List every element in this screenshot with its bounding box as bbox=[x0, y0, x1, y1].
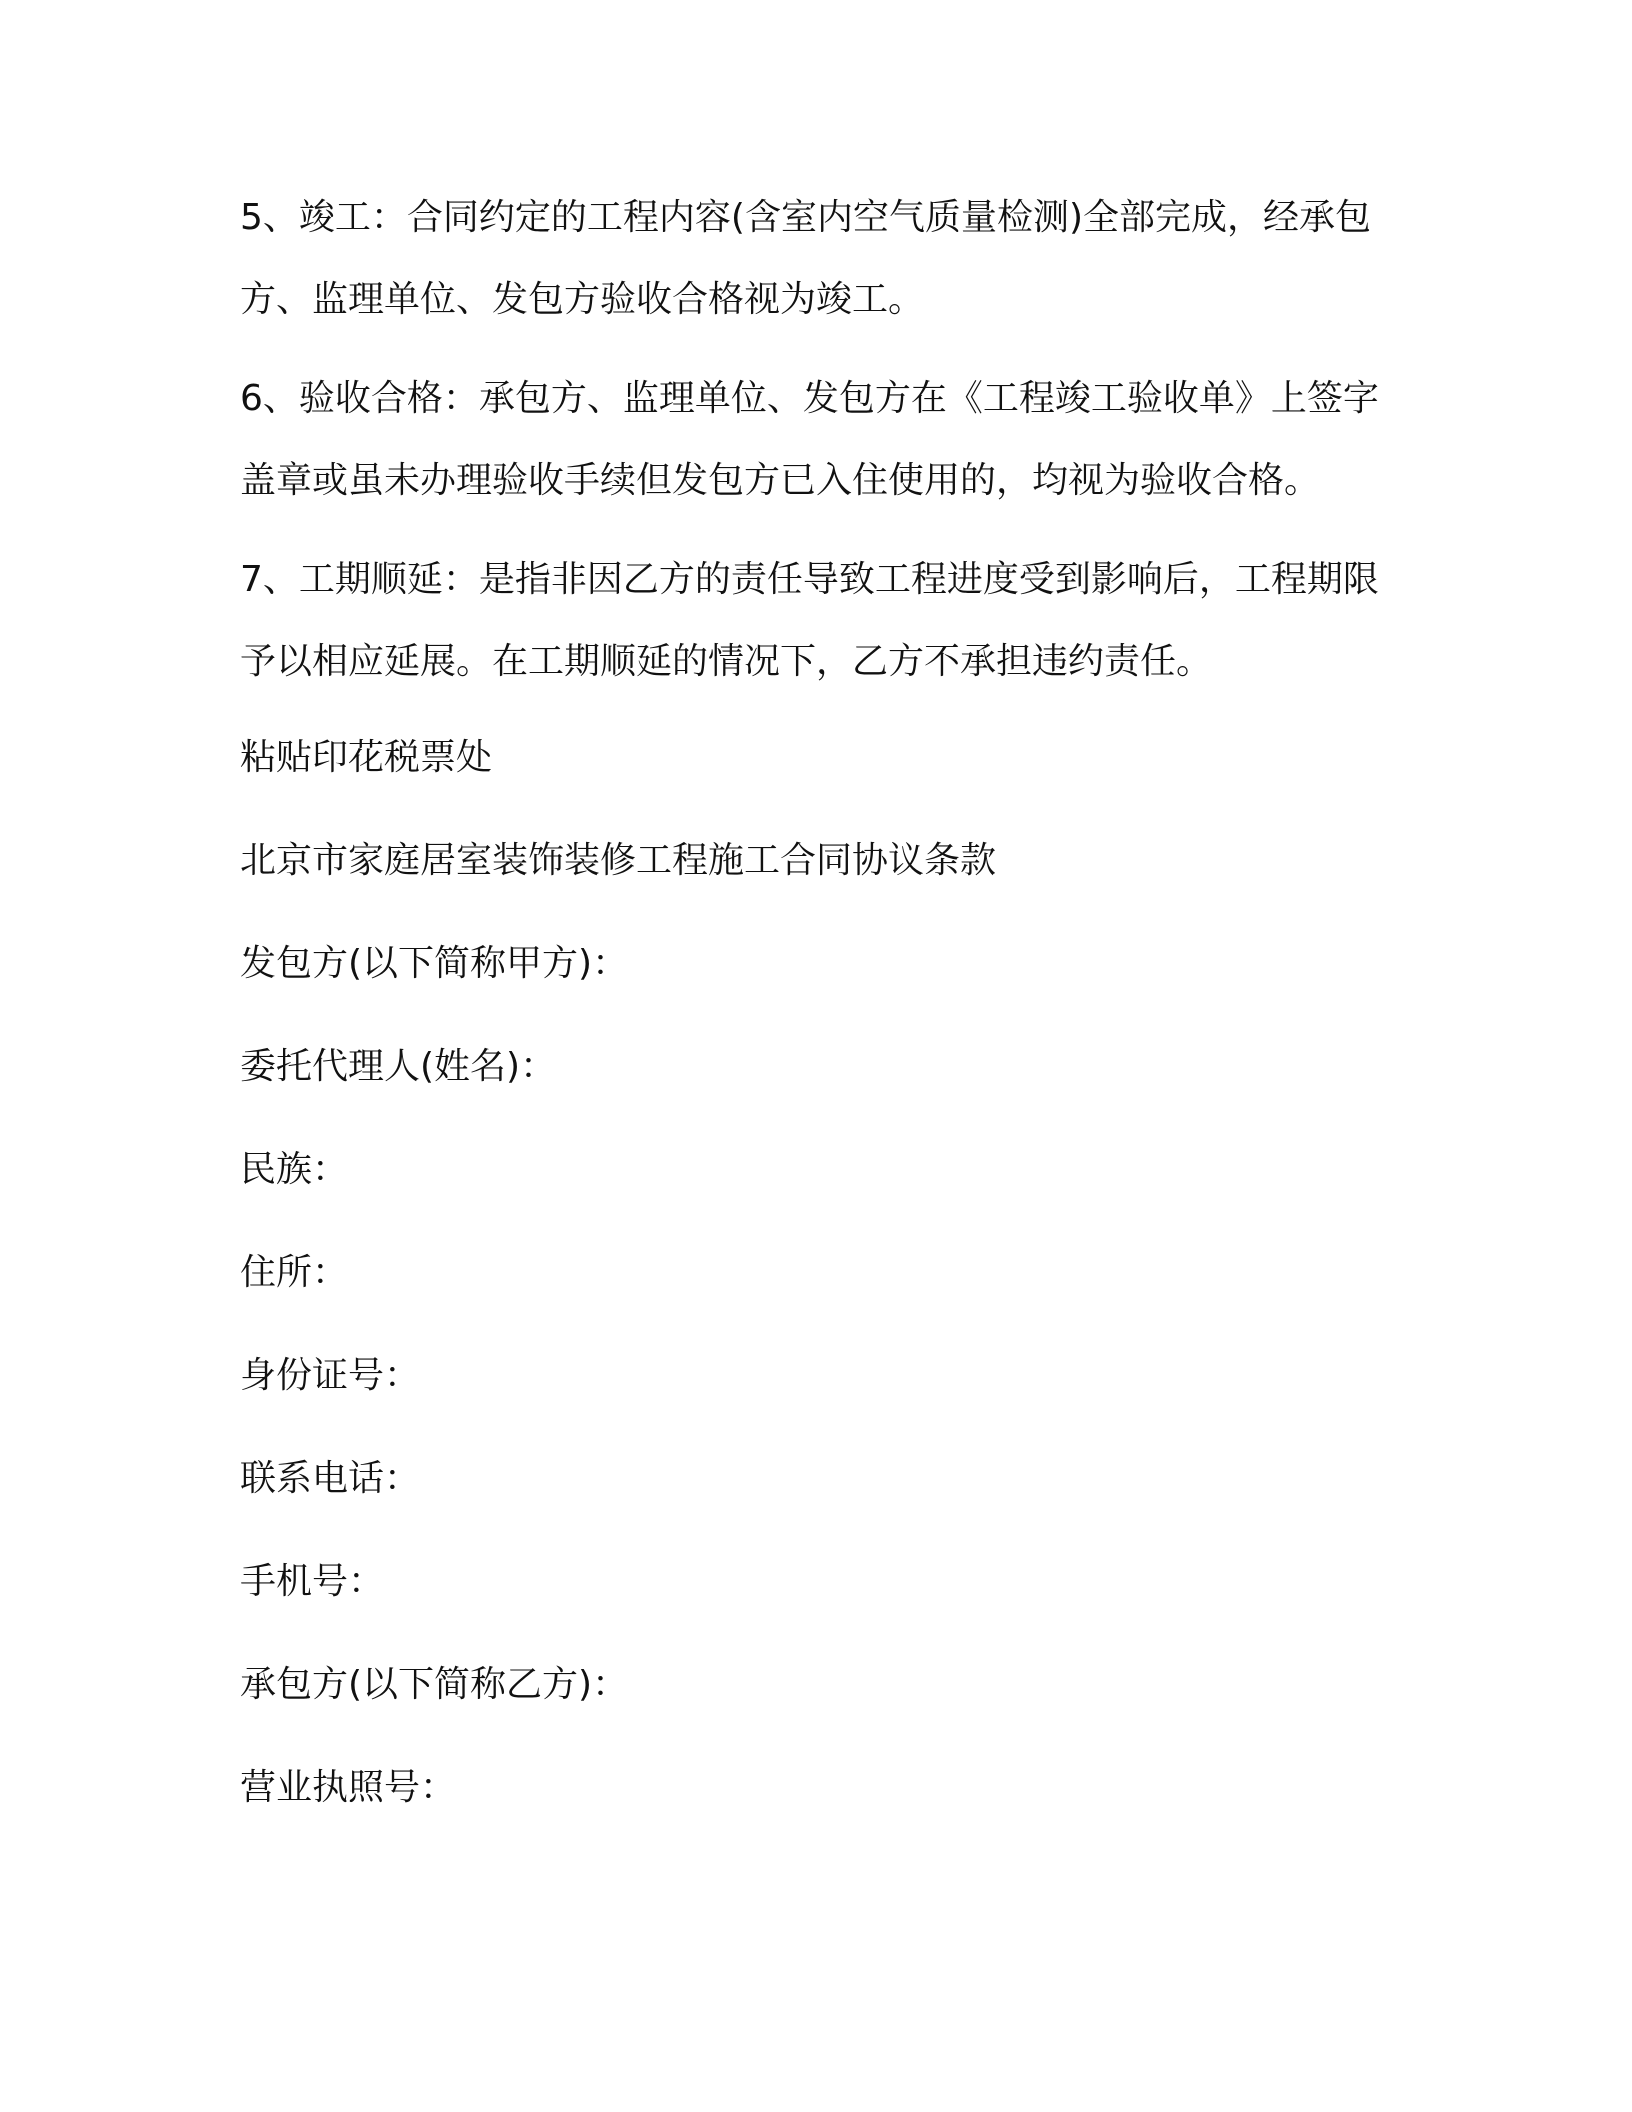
clause-7-paragraph: 7、工期顺延：是指非因乙方的责任导致工程进度受到影响后，工程期限予以相应延展。在工期顺延的情况下，乙方不承担违约责任。 bbox=[240, 559, 1379, 682]
field-ethnicity: 民族： bbox=[240, 1149, 349, 1190]
stamp-tax-note: 粘贴印花税票处 bbox=[240, 737, 493, 778]
field-business-license: 营业执照号： bbox=[240, 1767, 457, 1808]
field-employer: 发包方(以下简称甲方)： bbox=[240, 943, 629, 984]
field-phone: 联系电话： bbox=[240, 1458, 421, 1499]
clause-5-paragraph: 5、竣工：合同约定的工程内容(含室内空气质量检测)全部完成，经承包方、监理单位、发包方验收合格视为竣工。 bbox=[240, 197, 1371, 320]
field-contractor: 承包方(以下简称乙方)： bbox=[240, 1664, 629, 1705]
field-mobile: 手机号： bbox=[240, 1561, 385, 1602]
contract-title: 北京市家庭居室装饰装修工程施工合同协议条款 bbox=[240, 840, 997, 881]
field-id-number: 身份证号： bbox=[240, 1355, 421, 1396]
clause-6-paragraph: 6、验收合格：承包方、监理单位、发包方在《工程竣工验收单》上签字盖章或虽未办理验收手续但发包方已入住使用的，均视为验收合格。 bbox=[240, 378, 1379, 501]
field-residence: 住所： bbox=[240, 1252, 349, 1293]
field-agent-name: 委托代理人(姓名)： bbox=[240, 1046, 557, 1087]
